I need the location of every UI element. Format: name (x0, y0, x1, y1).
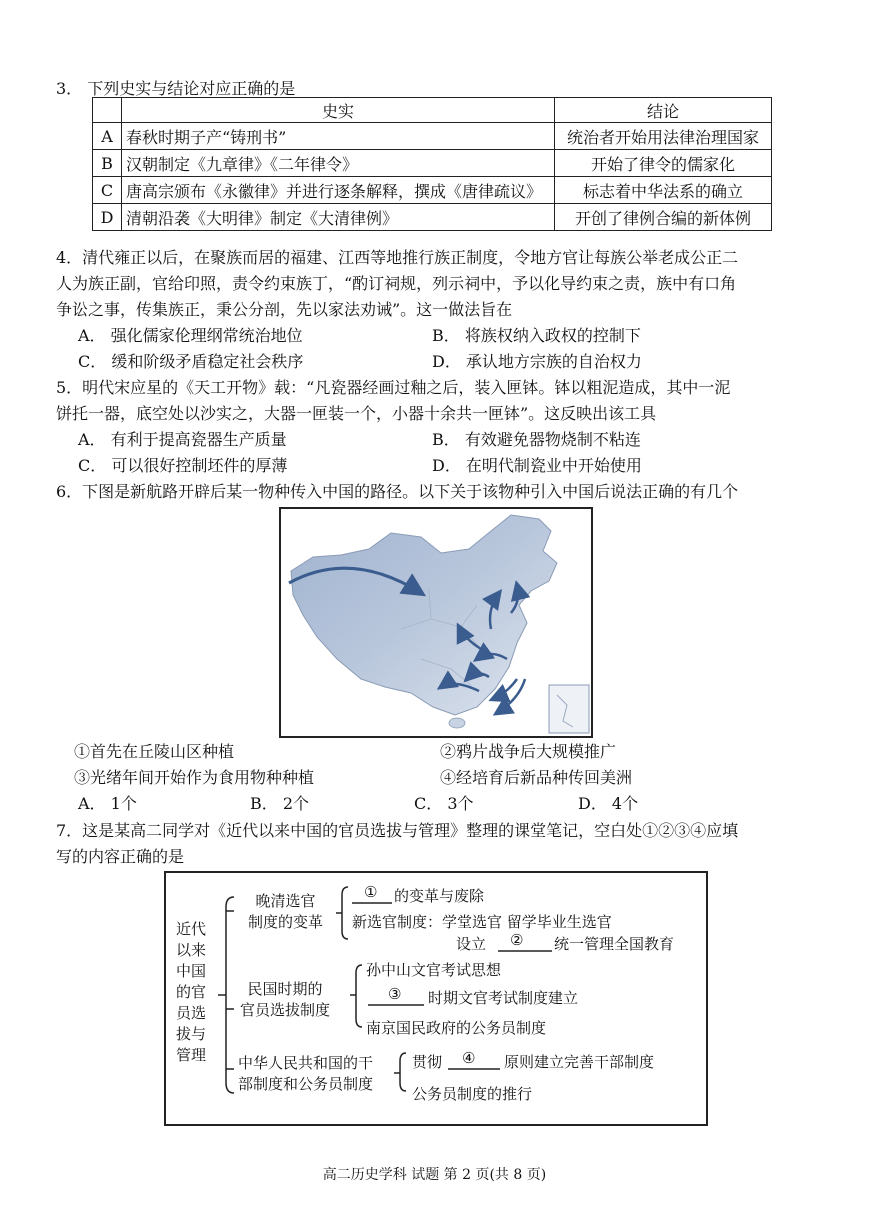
q6-statement-2: ②鸦片战争后大规模推广 (440, 742, 617, 761)
branch3-item-2: 公务员制度的推行 (412, 1085, 533, 1103)
q4-option-b[interactable]: B． 将族权纳入政权的控制下 (432, 326, 641, 345)
branch1-item-2: 新选官制度：学堂选官 留学毕业生选官 (352, 913, 612, 931)
table-row (93, 123, 772, 150)
branch2-title: 民国时期的 官员选拔制度 (240, 980, 331, 1019)
row-fact: 唐高宗颁布《永徽律》并进行逐条解释，撰成《唐律疏议》 (122, 177, 555, 204)
q7-line-2: 写的内容正确的是 (56, 847, 185, 866)
branch2-item-2: 时期文官考试制度建立 (428, 989, 579, 1007)
branch1-item-1: 的变革与废除 (394, 887, 485, 905)
blank-4: ④ (462, 1049, 476, 1067)
q5-option-b[interactable]: B． 有效避免器物烧制不粘连 (432, 430, 641, 449)
q4-line-3: 争讼之事，传集族正，秉公分剖，先以家法劝诫”。这一做法旨在 (56, 300, 513, 319)
branch1-item-3: 统一管理全国教育 (554, 935, 675, 953)
root-line: 员选 (176, 1004, 207, 1022)
root-line: 管理 (176, 1046, 207, 1064)
root-line: 中国 (176, 962, 207, 980)
table-header-row (93, 98, 772, 123)
root-line: 拔与 (176, 1025, 207, 1043)
q4-option-a[interactable]: A． 强化儒家伦理纲常统治地位 (78, 326, 303, 345)
q6-option-b[interactable]: B． 2个 (250, 794, 310, 813)
q6-statement-4: ④经培育后新品种传回美洲 (440, 768, 633, 787)
blank-3: ③ (388, 985, 402, 1003)
q6-statement-1: ①首先在丘陵山区种植 (74, 742, 235, 761)
q3-stem: 3． 下列史实与结论对应正确的是 (56, 79, 296, 98)
q6-option-c[interactable]: C． 3个 (414, 794, 474, 813)
row-letter: B (93, 150, 122, 177)
q4-line-1: 4．清代雍正以后，在聚族而居的福建、江西等地推行族正制度，令地方官让每族公举老成公正二 (56, 248, 739, 267)
branch3-item-1: 原则建立完善干部制度 (504, 1053, 655, 1071)
class-notes-diagram (164, 871, 708, 1126)
q6-option-a[interactable]: A． 1个 (78, 794, 137, 813)
row-letter: D (93, 204, 122, 231)
q7-line-1: 7．这是某高二同学对《近代以来中国的官员选拔与管理》整理的课堂笔记，空白处①②③④应填 (56, 821, 739, 840)
header-fact: 史实 (122, 98, 555, 123)
branch2-item-3: 南京国民政府的公务员制度 (366, 1019, 547, 1037)
q4-option-c[interactable]: C． 缓和阶级矛盾稳定社会秩序 (78, 352, 304, 371)
branch1-title: 晚清选官 制度的变革 (248, 892, 324, 931)
row-conclusion: 开创了律例合编的新体例 (555, 204, 772, 231)
q5-line-2: 饼托一器，底空处以沙实之，大器一匣装一个，小器十余共一匣钵”。这反映出该工具 (56, 404, 657, 423)
root-line: 近代 (176, 920, 207, 938)
branch1-prefix: 设立 (456, 935, 487, 953)
q4-option-d[interactable]: D． 承认地方宗族的自治权力 (432, 352, 642, 371)
row-conclusion: 标志着中华法系的确立 (555, 177, 772, 204)
china-map-figure (279, 507, 593, 738)
blank-1: ① (364, 883, 378, 901)
q5-option-d[interactable]: D． 在明代制瓷业中开始使用 (432, 456, 642, 475)
branch3-title: 中华人民共和国的干 部制度和公务员制度 (238, 1054, 374, 1093)
q6-statement-3: ③光绪年间开始作为食用物种种植 (74, 768, 315, 787)
table-row (93, 204, 772, 231)
q6-stem: 6．下图是新航路开辟后某一物种传入中国的路径。以下关于该物种引入中国后说法正确的有几个 (56, 482, 739, 501)
branch2-item-1: 孙中山文官考试思想 (366, 961, 502, 979)
china-map-icon (281, 509, 591, 736)
row-fact: 春秋时期子产“铸刑书” (122, 123, 555, 150)
root-line: 的官 (176, 983, 207, 1001)
row-letter: A (93, 123, 122, 150)
q5-line-1: 5．明代宋应星的《天工开物》载：“凡瓷器经画过釉之后，装入匣钵。钵以粗泥造成，其中一泥 (56, 378, 731, 397)
q3-table (92, 97, 772, 231)
page-footer: 高二历史学科 试题 第 2 页(共 8 页) (322, 1167, 547, 1183)
q4-line-2: 人为族正副，官给印照，责令约束族丁，“酌订祠规，列示祠中，予以化导约束之责，族中有口角 (56, 274, 737, 293)
branch3-prefix: 贯彻 (412, 1053, 443, 1071)
row-fact: 汉朝制定《九章律》《二年律令》 (122, 150, 555, 177)
q5-option-c[interactable]: C． 可以很好控制坯件的厚薄 (78, 456, 288, 475)
table-row (93, 177, 772, 204)
table-row (93, 150, 772, 177)
row-conclusion: 开始了律令的儒家化 (555, 150, 772, 177)
q6-option-d[interactable]: D． 4个 (578, 794, 639, 813)
row-conclusion: 统治者开始用法律治理国家 (555, 123, 772, 150)
root-line: 以来 (176, 941, 207, 959)
q5-option-a[interactable]: A． 有利于提高瓷器生产质量 (78, 430, 287, 449)
blank-2: ② (510, 931, 524, 949)
header-conclusion: 结论 (555, 98, 772, 123)
row-letter: C (93, 177, 122, 204)
row-fact: 清朝沿袭《大明律》制定《大清律例》 (122, 204, 555, 231)
